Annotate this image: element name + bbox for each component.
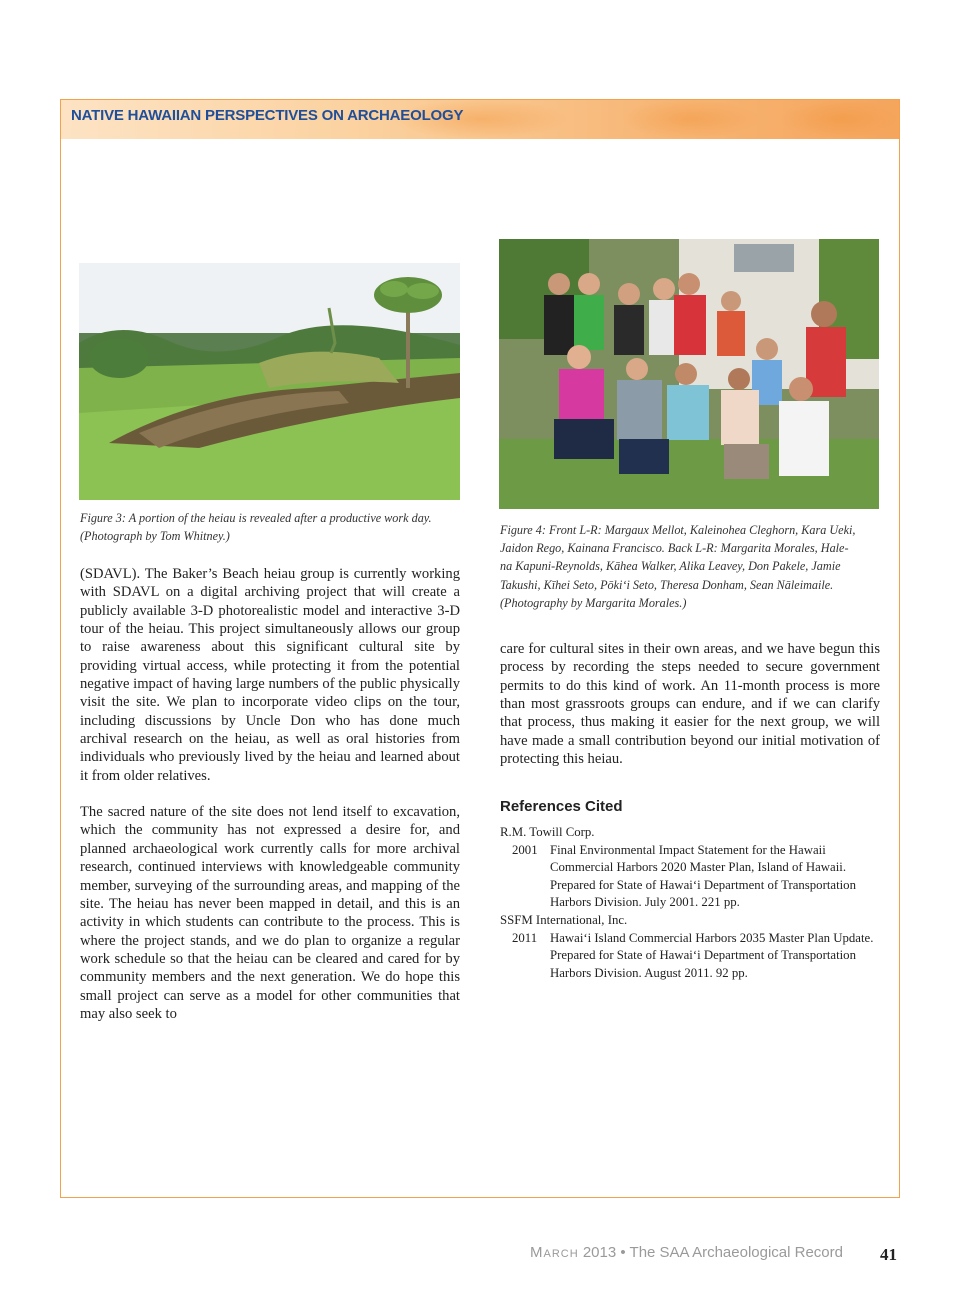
reference-year: 2011 <box>512 930 538 945</box>
reference-year: 2001 <box>512 842 538 857</box>
footer-title: 2013 • The SAA Archaeological Record <box>582 1244 843 1261</box>
reference-author: R.M. Towill Corp. <box>500 825 595 839</box>
section-header: NATIVE HAWAIIAN PERSPECTIVES ON ARCHAEOLOGY <box>71 107 464 124</box>
figure4-caption-line: na Kapuni-Reynolds, Kāhea Walker, Alika Leavey, Don Pakele, Jamie <box>500 559 841 574</box>
figure4-caption <box>500 521 885 612</box>
figure3-photo <box>79 263 460 500</box>
figure4-caption-line: (Photography by Margarita Morales.) <box>500 595 687 610</box>
reference-entry <box>512 842 880 912</box>
reference-text: Hawai‘i Island Commercial Harbors 2035 Master Plan Update. Prepared for State of Hawai‘i Department of Transportation Harbors Division. August 2011. 92 pp. <box>550 930 874 980</box>
left-column-text <box>80 565 460 1041</box>
references-heading: References Cited <box>500 798 623 815</box>
figure4-caption-line: Figure 4: Front L-R: Margaux Mellot, Kaleinohea Cleghorn, Kara Ueki, <box>500 523 856 537</box>
reference-author: SSFM International, Inc. <box>500 912 628 927</box>
references-list <box>500 824 880 982</box>
running-footer <box>530 1244 843 1261</box>
left-paragraph-1: (SDAVL). The Baker’s Beach heiau group is currently working with SDAVL on a digital archiving project that will create a publicly available 3-D photorealistic model and interactive 3-D tour of the heiau. This project simultaneously allows our group to raise awareness about this significant cultural site by providing virtual access, while protecting it from the potential negative impact of having large numbers of the public physically visit the site. We plan to incorporate video clips on the tour, including discussions by Uncle Don who has done much archival research on the heiau, as well as oral histories from individuals who previously lived by the heiau and learned about it from older relatives. <box>80 566 460 784</box>
right-paragraph-1: care for cultural sites in their own areas, and we have begun this process by recording the steps needed to secure government permits to do this kind of work. An 11-month process is more than most grassroots groups can endure, and if we can clarify that process, thus making it easier for the next group, we will have made a small contribution beyond our initial motivation of protecting this heiau. <box>500 641 880 768</box>
figure3-caption-line1: Figure 3: A portion of the heiau is revealed after a productive work day. <box>80 511 432 525</box>
reference-text: Final Environmental Impact Statement for the Hawaii Commercial Harbors 2020 Master Plan, Island of Hawaii. Prepared for State of Hawai‘i Department of Transportation Harbors Division. July 2001. 221 pp. <box>550 842 856 910</box>
footer-month: March <box>530 1244 579 1261</box>
figure3-caption <box>80 509 465 545</box>
figure4-caption-line: Jaidon Rego, Kainana Francisco. Back L-R: Margarita Morales, Hale- <box>500 541 849 556</box>
left-paragraph-2: The sacred nature of the site does not lend itself to excavation, which the community has not expressed a desire for, and planned archaeological work currently calls for more archival research, continued interviews with knowledgeable community member, surveying of the surrounding areas, and mapping of the site. The heiau has never been mapped in detail, and this is an activity in which students can contribute to the process. This is where the project stands, and we do plan to organize a regular work schedule so that the heiau can be cleared and cared for by community members and the next generation. We do hope this small project can serve as a model for other communities that may also seek to <box>80 804 460 1022</box>
right-column-text <box>500 640 880 786</box>
figure3-caption-line2: (Photograph by Tom Whitney.) <box>80 529 230 544</box>
page-number: 41 <box>880 1245 897 1264</box>
reference-entry <box>512 930 880 983</box>
figure4-caption-line: Takushi, Kīhei Seto, Pōki‘i Seto, Theresa Donham, Sean Nāleimaile. <box>500 577 834 592</box>
figure4-photo <box>499 239 879 509</box>
